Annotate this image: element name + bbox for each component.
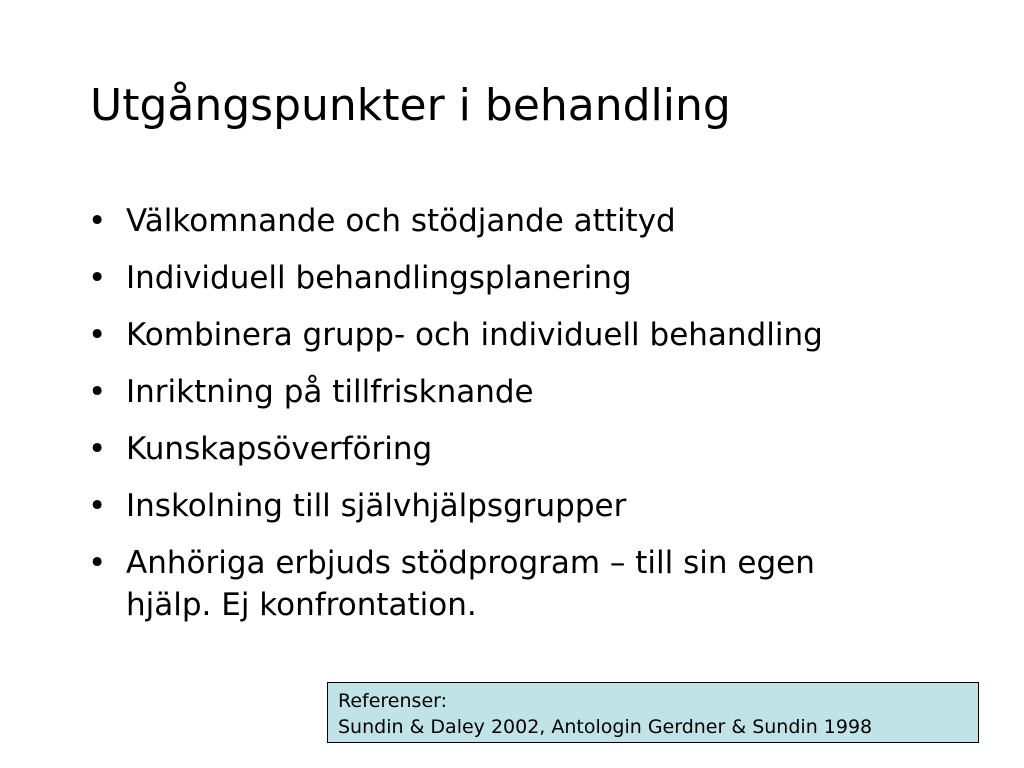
bullet-item	[88, 257, 968, 299]
bullet-item	[88, 371, 968, 413]
bullet-item	[88, 314, 968, 356]
bullet-dot-icon	[88, 314, 108, 356]
references-text: Sundin & Daley 2002, Antologin Gerdner & Sundin 1998	[338, 716, 873, 738]
bullet-item	[88, 542, 968, 626]
bullet-item	[88, 485, 968, 527]
bullet-dot-icon	[88, 257, 108, 299]
bullet-text: Anhöriga erbjuds stödprogram – till sin egen hjälp. Ej konfrontation.	[126, 545, 815, 623]
references-box	[327, 682, 979, 743]
bullet-item	[88, 200, 968, 242]
references-heading: Referenser:	[338, 690, 448, 712]
bullet-dot-icon	[88, 371, 108, 413]
bullet-item	[88, 428, 968, 470]
bullet-dot-icon	[88, 542, 108, 584]
bullet-text: Välkomnande och stödjande attityd	[126, 203, 676, 239]
bullet-dot-icon	[88, 428, 108, 470]
bullet-text: Kunskapsöverföring	[126, 431, 433, 467]
bullet-text: Inskolning till självhjälpsgrupper	[126, 488, 627, 524]
bullet-text: Inriktning på tillfrisknande	[126, 374, 534, 410]
slide-title: Utgångspunkter i behandling	[90, 80, 731, 131]
bullet-text: Kombinera grupp- och individuell behandling	[126, 317, 823, 353]
bullet-dot-icon	[88, 485, 108, 527]
bullet-text: Individuell behandlingsplanering	[126, 260, 632, 296]
bullet-dot-icon	[88, 200, 108, 242]
bullet-list	[88, 200, 968, 641]
